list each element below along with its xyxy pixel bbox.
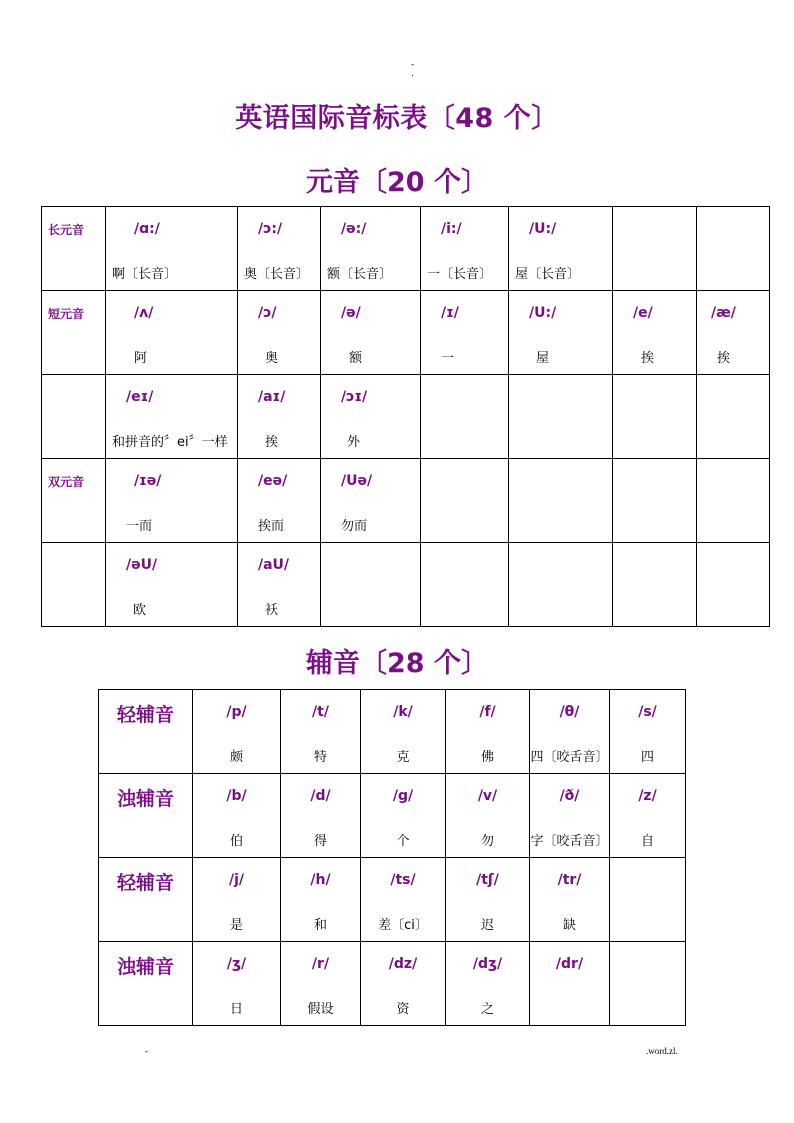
phonetic-symbol: /ə:/: [341, 221, 367, 237]
empty-cell: [421, 375, 509, 459]
phonetic-symbol: /d/: [310, 788, 331, 804]
vowel-row-long: [42, 207, 770, 291]
category-label: 轻辅音: [116, 704, 174, 726]
phonetic-symbol: /ɪ/: [441, 305, 459, 321]
pronunciation-hint: 挨: [265, 435, 279, 450]
pronunciation-hint: 日: [229, 1002, 243, 1017]
pronunciation-hint: 伯: [229, 834, 243, 849]
empty-cell: [697, 375, 770, 459]
empty-cell: [697, 543, 770, 627]
empty-cell: [613, 543, 697, 627]
pronunciation-hint: 得: [313, 834, 327, 849]
consonant-cell: [361, 858, 446, 942]
vowel-cell: [613, 291, 697, 375]
category-label: 浊辅音: [116, 956, 174, 978]
vowel-section-heading: 元音〔20 个〕: [306, 167, 488, 198]
pronunciation-hint: 资: [396, 1002, 410, 1017]
vowel-cell: [321, 207, 421, 291]
vowel-cell: [238, 207, 321, 291]
consonant-cell: [193, 774, 281, 858]
phonetic-symbol: /ɔ/: [258, 305, 277, 321]
phonetic-symbol: /r/: [311, 956, 330, 972]
phonetic-symbol: /Uə/: [341, 473, 373, 489]
phonetic-symbol: /e/: [633, 305, 653, 321]
phonetic-symbol: /dr/: [555, 956, 584, 972]
consonant-cell: [446, 774, 530, 858]
vowel-cell: [509, 291, 613, 375]
phonetic-symbol: /eə/: [258, 473, 288, 489]
empty-cell: [697, 459, 770, 543]
consonant-cell: [530, 858, 610, 942]
category-cell: [99, 942, 193, 1026]
phonetic-symbol: /s/: [638, 704, 657, 720]
vowel-cell: [238, 291, 321, 375]
pronunciation-hint: 特: [313, 750, 327, 765]
consonant-cell: [193, 690, 281, 774]
pronunciation-hint: 四: [640, 750, 654, 765]
category-cell: [42, 459, 106, 543]
vowel-cell: [106, 291, 238, 375]
vowel-row-diphthong-3: [42, 543, 770, 627]
pronunciation-hint: 阿: [134, 351, 148, 366]
pronunciation-hint: 差〔ci〕: [378, 918, 428, 933]
phonetic-symbol: /eɪ/: [126, 389, 154, 405]
pronunciation-hint: 挨: [641, 351, 655, 366]
empty-cell: [421, 543, 509, 627]
category-cell: [99, 690, 193, 774]
phonetic-symbol: /əU/: [126, 557, 158, 573]
empty-cell: [610, 858, 686, 942]
phonetic-symbol: /æ/: [711, 305, 736, 321]
consonant-cell: [610, 774, 686, 858]
pronunciation-hint: 屋〔长音〕: [515, 267, 581, 282]
vowel-cell: [238, 375, 321, 459]
phonetic-symbol: /ɑ:/: [134, 221, 160, 237]
vowel-cell: [238, 459, 321, 543]
pronunciation-hint: 额: [349, 351, 363, 366]
vowel-table: [41, 206, 770, 627]
vowel-cell: [321, 459, 421, 543]
consonant-cell: [530, 690, 610, 774]
pronunciation-hint: 外: [347, 435, 361, 450]
phonetic-symbol: /j/: [228, 872, 245, 888]
phonetic-symbol: /i:/: [441, 221, 462, 237]
empty-cell: [421, 459, 509, 543]
phonetic-symbol: /ɪə/: [134, 473, 162, 489]
consonant-cell: [446, 690, 530, 774]
category-cell: [42, 291, 106, 375]
category-cell: [99, 774, 193, 858]
vowel-cell: [106, 459, 238, 543]
pronunciation-hint: 欧: [133, 603, 147, 618]
consonant-cell: [530, 774, 610, 858]
phonetic-symbol: /v/: [477, 788, 498, 804]
pronunciation-hint: 克: [396, 750, 410, 765]
pronunciation-hint: 奥〔长音〕: [244, 267, 310, 282]
empty-category-cell: [42, 543, 106, 627]
phonetic-symbol: /k/: [393, 704, 413, 720]
pronunciation-hint: 和拼音的〞ei〞一样: [112, 435, 228, 450]
pronunciation-hint: 和: [313, 918, 327, 933]
empty-cell: [613, 207, 697, 291]
consonant-row: [99, 858, 686, 942]
consonant-section-heading: 辅音〔28 个〕: [306, 648, 488, 679]
vowel-row-diphthong-2: [42, 459, 770, 543]
pronunciation-hint: 佛: [480, 750, 494, 765]
consonant-cell: [361, 942, 446, 1026]
vowel-cell: [106, 207, 238, 291]
vowel-cell: [697, 291, 770, 375]
consonant-cell: [193, 858, 281, 942]
pronunciation-hint: 勿: [480, 834, 494, 849]
phonetic-symbol: /p/: [226, 704, 247, 720]
phonetic-symbol: /ɔ:/: [258, 221, 283, 237]
pronunciation-hint: 个: [396, 834, 410, 849]
phonetic-symbol: /g/: [392, 788, 414, 804]
phonetic-symbol: /θ/: [559, 704, 580, 720]
vowel-cell: [509, 207, 613, 291]
phonetic-symbol: /aU/: [258, 557, 290, 573]
footer-left-mark: -: [145, 1046, 148, 1056]
category-label-short: 短元音: [48, 307, 85, 321]
pronunciation-hint: 袄: [265, 603, 279, 618]
empty-cell: [610, 942, 686, 1026]
consonant-cell: [530, 942, 610, 1026]
empty-cell: [321, 543, 421, 627]
pronunciation-hint: 额〔长音〕: [327, 267, 393, 282]
consonant-row: [99, 690, 686, 774]
category-label: 轻辅音: [116, 872, 174, 894]
consonant-cell: [361, 774, 446, 858]
phonetic-symbol: /U:/: [529, 221, 557, 237]
pronunciation-hint: 一: [441, 351, 455, 366]
consonant-cell: [610, 690, 686, 774]
phonetic-symbol: /f/: [479, 704, 496, 720]
empty-cell: [509, 375, 613, 459]
phonetic-symbol: /dz/: [388, 956, 418, 972]
pronunciation-hint: 假设: [307, 1002, 334, 1017]
pronunciation-hint: 勿而: [341, 519, 368, 534]
phonetic-symbol: /t/: [312, 704, 329, 720]
pronunciation-hint: 字〔咬舌音〕: [530, 834, 609, 849]
consonant-cell: [281, 942, 361, 1026]
pronunciation-hint: 迟: [480, 918, 494, 933]
consonant-cell: [446, 942, 530, 1026]
vowel-cell: [238, 543, 321, 627]
category-label: 浊辅音: [116, 788, 174, 810]
pronunciation-hint: 挨: [717, 351, 731, 366]
phonetic-symbol: /ð/: [559, 788, 580, 804]
phonetic-symbol: /ɔɪ/: [341, 389, 368, 405]
empty-cell: [509, 459, 613, 543]
vowel-cell: [321, 375, 421, 459]
consonant-cell: [361, 690, 446, 774]
pronunciation-hint: 啊〔长音〕: [112, 267, 178, 282]
consonant-cell: [281, 858, 361, 942]
phonetic-symbol: /ʒ/: [226, 956, 247, 972]
phonetic-symbol: /ə/: [341, 305, 361, 321]
category-cell: [99, 858, 193, 942]
phonetic-symbol: /z/: [638, 788, 657, 804]
pronunciation-hint: 缺: [562, 918, 576, 933]
pronunciation-hint: 奥: [265, 351, 279, 366]
phonetic-symbol: /ts/: [390, 872, 416, 888]
empty-cell: [613, 459, 697, 543]
page-title: 英语国际音标表〔48 个〕: [235, 103, 559, 134]
phonetic-symbol: /ʌ/: [134, 305, 154, 321]
pronunciation-hint: 一而: [126, 519, 153, 534]
consonant-row: [99, 942, 686, 1026]
footer-source-mark: .word.zl.: [646, 1046, 678, 1056]
pronunciation-hint: 是: [229, 918, 243, 933]
vowel-cell: [421, 291, 509, 375]
consonant-cell: [446, 858, 530, 942]
vowel-row-diphthong-1: [42, 375, 770, 459]
phonetic-symbol: /tʃ/: [476, 872, 499, 888]
phonetic-symbol: /h/: [310, 872, 331, 888]
consonant-cell: [281, 774, 361, 858]
consonant-row: [99, 774, 686, 858]
phonetic-symbol: /aɪ/: [258, 389, 286, 405]
pronunciation-hint: 自: [640, 834, 654, 849]
pronunciation-hint: 之: [480, 1002, 494, 1017]
consonant-table: [98, 689, 686, 1026]
empty-cell: [509, 543, 613, 627]
category-cell: [42, 207, 106, 291]
vowel-row-short: [42, 291, 770, 375]
category-label-diphthong: 双元音: [48, 475, 85, 489]
phonetic-symbol: /dʒ/: [472, 956, 503, 972]
empty-cell: [697, 207, 770, 291]
consonant-cell: [193, 942, 281, 1026]
phonetic-symbol: /b/: [226, 788, 247, 804]
consonant-cell: [281, 690, 361, 774]
header-mark: - .: [411, 59, 414, 78]
phonetic-symbol: /U:/: [529, 305, 557, 321]
vowel-cell: [421, 207, 509, 291]
vowel-cell: [106, 375, 238, 459]
pronunciation-hint: 一〔长音〕: [427, 267, 493, 282]
phonetic-symbol: /tr/: [557, 872, 582, 888]
category-label-long: 长元音: [48, 223, 85, 237]
pronunciation-hint: 颇: [229, 750, 243, 765]
pronunciation-hint: 四〔咬舌音〕: [530, 750, 609, 765]
empty-category-cell: [42, 375, 106, 459]
vowel-cell: [106, 543, 238, 627]
pronunciation-hint: 挨而: [258, 519, 285, 534]
empty-cell: [613, 375, 697, 459]
pronunciation-hint: 屋: [536, 351, 550, 366]
vowel-cell: [321, 291, 421, 375]
